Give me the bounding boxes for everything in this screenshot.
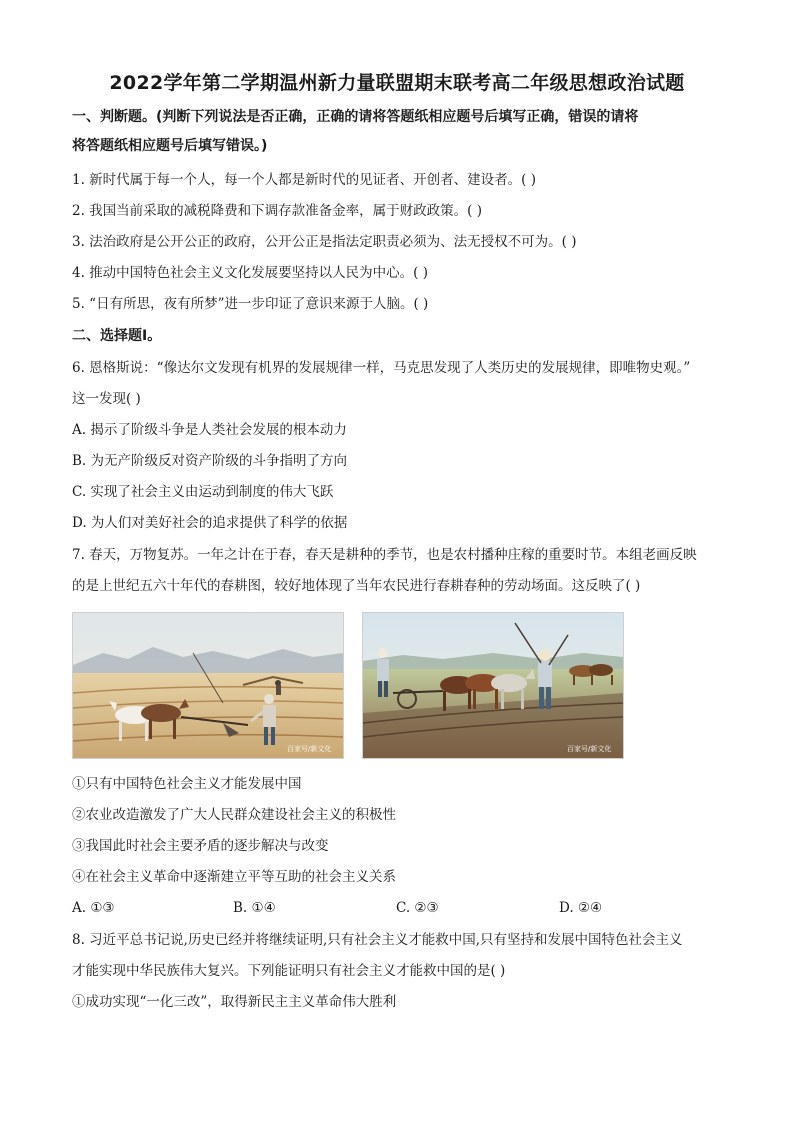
- question-2: 2. 我国当前采取的减税降费和下调存款准备金率，属于财政政策。( ): [72, 203, 482, 219]
- question-8-stem-line2: 才能实现中华民族伟大复兴。下列能证明只有社会主义才能救中国的是( ): [72, 963, 506, 979]
- question-6-option-a: A. 揭示了阶级斗争是人类社会发展的根本动力: [72, 422, 347, 438]
- question-6-option-c: C. 实现了社会主义由运动到制度的伟大飞跃: [72, 484, 334, 500]
- question-7-statement-4: ④在社会主义革命中逐渐建立平等互助的社会主义关系: [72, 869, 396, 885]
- question-7-choice-a: A. ①③: [72, 900, 115, 916]
- left-painting-watermark: 百家号/新文化: [287, 745, 332, 753]
- question-7-choice-c: C. ②③: [396, 900, 439, 916]
- section1-heading-line2: 将答题纸相应题号后填写错误。): [72, 138, 268, 154]
- section1-heading-line1: 一、判断题。(判断下列说法是否正确，正确的请将答题纸相应题号后填写正确，错误的请将: [72, 109, 639, 125]
- spring-plowing-painting-right: [362, 612, 624, 759]
- question-6-option-d: D. 为人们对美好社会的追求提供了科学的依据: [72, 515, 348, 531]
- question-7-statement-2: ②农业改造激发了广大人民群众建设社会主义的积极性: [72, 807, 396, 823]
- question-7-statement-1: ①只有中国特色社会主义才能发展中国: [72, 776, 302, 792]
- question-7-statement-3: ③我国此时社会主要矛盾的逐步解决与改变: [72, 838, 329, 854]
- question-8-statement-1: ①成功实现“一化三改”，取得新民主主义革命伟大胜利: [72, 994, 397, 1010]
- question-3: 3. 法治政府是公开公正的政府，公开公正是指法定职责必须为、法无授权不可为。( ): [72, 234, 577, 250]
- question-1: 1. 新时代属于每一个人，每一个人都是新时代的见证者、开创者、建设者。( ): [72, 172, 536, 188]
- spring-plowing-painting-left: [72, 612, 344, 759]
- question-4: 4. 推动中国特色社会主义文化发展要坚持以人民为中心。( ): [72, 265, 428, 281]
- question-7-stem-line1: 7. 春天，万物复苏。一年之计在于春，春天是耕种的季节，也是农村播种庄稼的重要时节。本组老画反映: [72, 547, 697, 563]
- question-7-choice-d: D. ②④: [559, 900, 603, 916]
- question-6-option-b: B. 为无产阶级反对资产阶级的斗争指明了方向: [72, 453, 348, 469]
- section2-heading: 二、选择题Ⅰ。: [72, 328, 162, 344]
- exam-title: 2022学年第二学期温州新力量联盟期末联考高二年级思想政治试题: [109, 72, 685, 94]
- question-7-choice-b: B. ①④: [233, 900, 276, 916]
- question-7-stem-line2: 的是上世纪五六十年代的春耕图，较好地体现了当年农民进行春耕春种的劳动场面。这反映了( ): [72, 578, 641, 594]
- question-6-stem-line2: 这一发现( ): [72, 391, 141, 407]
- question-6-stem-line1: 6. 恩格斯说：“像达尔文发现有机界的发展规律一样，马克思发现了人类历史的发展规律，即唯物史观。”: [72, 360, 691, 376]
- question-8-stem-line1: 8. 习近平总书记说,历史已经并将继续证明,只有社会主义才能救中国,只有坚持和发展中国特色社会主义: [72, 932, 683, 948]
- question-5: 5. “日有所思，夜有所梦”进一步印证了意识来源于人脑。( ): [72, 296, 429, 312]
- right-painting-watermark: 百家号/新文化: [567, 745, 612, 753]
